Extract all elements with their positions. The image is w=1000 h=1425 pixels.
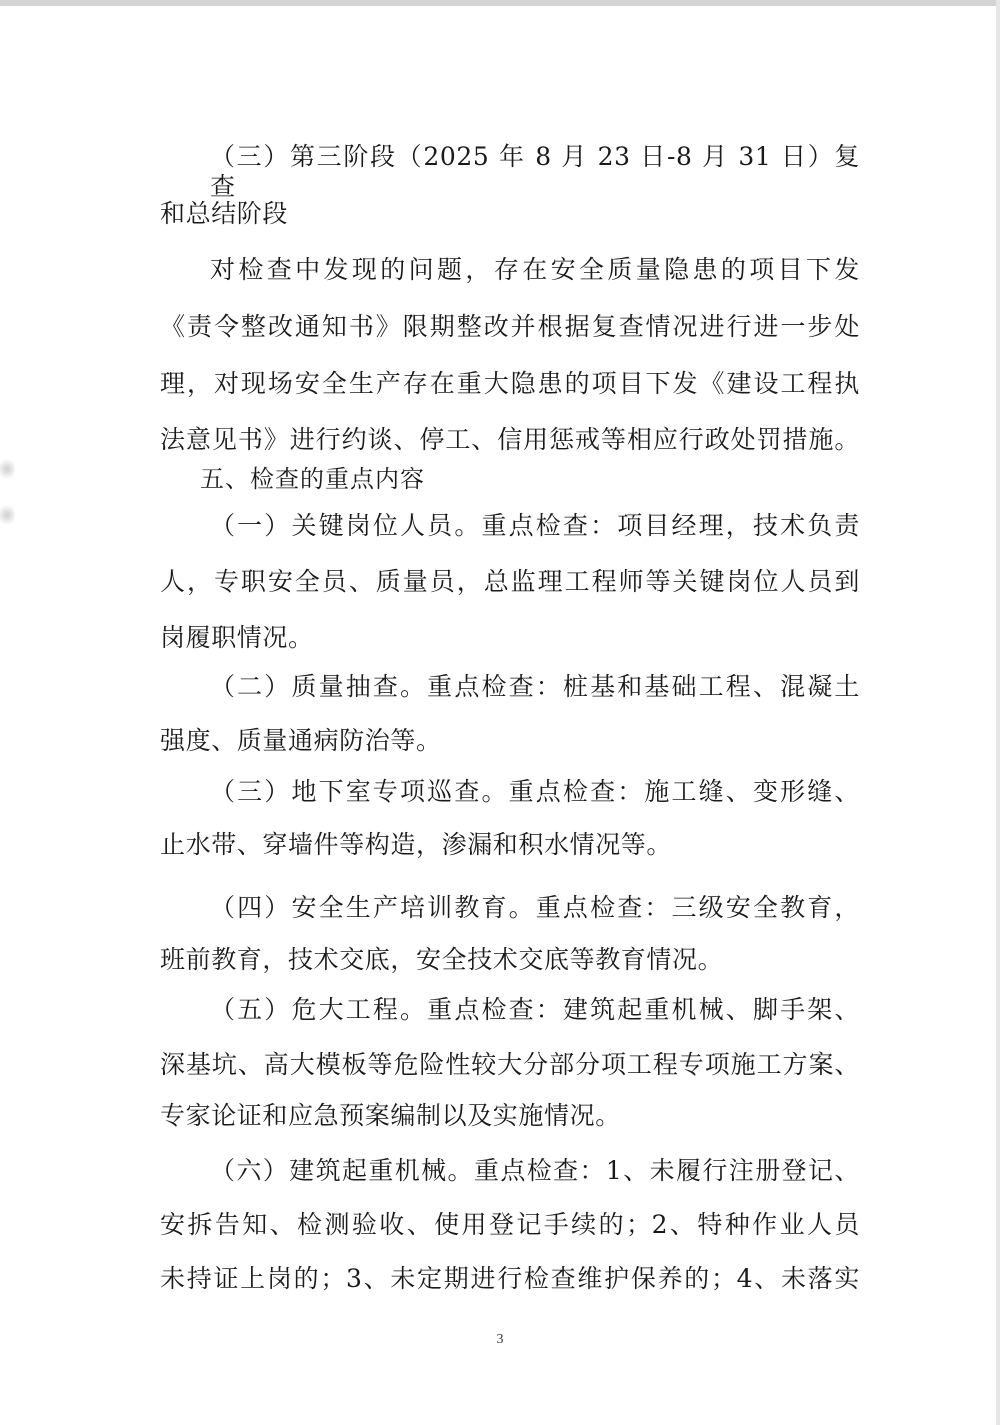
paragraph-line: （二）质量抽查。重点检查：桩基和基础工程、混凝土 [210,672,860,701]
scan-right-border [996,0,1000,1425]
paragraph-line: （三）地下室专项巡查。重点检查：施工缝、变形缝、 [210,777,860,806]
paragraph-line: 安拆告知、检测验收、使用登记手续的；2、特种作业人员 [160,1210,860,1239]
section-heading: 五、检查的重点内容 [200,465,425,493]
paragraph-line: 未持证上岗的；3、未定期进行检查维护保养的；4、未落实 [160,1264,860,1293]
paragraph-line: 法意见书》进行约谈、停工、信用惩戒等相应行政处罚措施。 [160,425,860,454]
scan-top-border [0,0,1000,6]
paragraph-line: 岗履职情况。 [160,623,314,652]
paragraph-line: （一）关键岗位人员。重点检查：项目经理，技术负责 [210,511,860,540]
paragraph-line: 人，专职安全员、质量员，总监理工程师等关键岗位人员到 [160,567,860,596]
paragraph-line: （三）第三阶段（2025 年 8 月 23 日-8 月 31 日）复查 [210,142,860,201]
paragraph-line: （四）安全生产培训教育。重点检查：三级安全教育， [210,893,860,922]
paragraph-line: 对检查中发现的问题，存在安全质量隐患的项目下发 [210,255,860,284]
paragraph-line: 《责令整改通知书》限期整改并根据复查情况进行进一步处 [160,312,860,341]
paragraph-line: （五）危大工程。重点检查：建筑起重机械、脚手架、 [210,995,860,1024]
binding-hole-mark [0,502,14,528]
paragraph-line: （六）建筑起重机械。重点检查：1、未履行注册登记、 [210,1156,860,1185]
paragraph-line: 理，对现场安全生产存在重大隐患的项目下发《建设工程执 [160,369,860,398]
binding-hole-mark [0,456,14,482]
paragraph-line: 和总结阶段 [160,199,289,228]
paragraph-line: 深基坑、高大模板等危险性较大分部分项工程专项施工方案、 [160,1050,860,1079]
page-number: 3 [496,1332,504,1347]
paragraph-line: 强度、质量通病防治等。 [160,726,442,755]
paragraph-line: 专家论证和应急预案编制以及实施情况。 [160,1101,621,1130]
paragraph-line: 班前教育，技术交底，安全技术交底等教育情况。 [160,945,724,974]
paragraph-line: 止水带、穿墙件等构造，渗漏和积水情况等。 [160,830,673,859]
